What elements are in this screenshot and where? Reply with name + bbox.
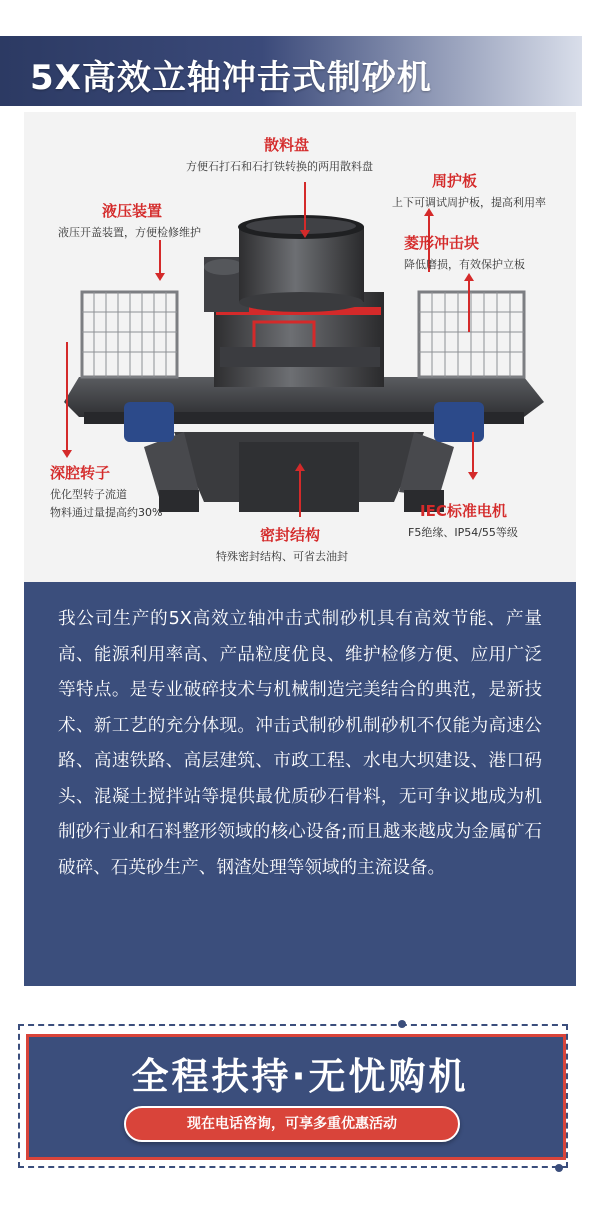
callout-impact-block <box>404 232 525 273</box>
cta-dot <box>398 1020 406 1028</box>
title-banner <box>0 36 582 106</box>
callout-desc-1: 优化型转子流道 <box>50 488 127 501</box>
callout-sanliaopan <box>186 134 373 175</box>
arrow-head <box>468 472 478 480</box>
arrow-head <box>464 273 474 281</box>
callout-title: 密封结构 <box>260 526 321 544</box>
callout-desc: 方便石打石和石打铁转换的两用散料盘 <box>186 160 373 173</box>
callout-desc-2: 物料通过量提高约30% <box>50 506 163 519</box>
cta-title: 全程扶持·无忧购机 <box>131 1055 469 1098</box>
cta-dot <box>555 1164 563 1172</box>
arrow-head <box>300 230 310 238</box>
arrow-head <box>295 463 305 471</box>
callout-desc: 特殊密封结构、可省去油封 <box>216 550 348 563</box>
arrow-head <box>62 450 72 458</box>
callout-zhouhuban <box>392 170 546 211</box>
description-text: 我公司生产的5X高效立轴冲击式制砂机具有高效节能、产量高、能源利用率高、产品粒度优良、维护检修方便、应用广泛等特点。是专业破碎技术与机械制造完美结合的典范，是新技术、新工艺的充分体现。冲击式制砂机制砂机不仅能为高速公路、高速铁路、高层建筑、市政工程、水电大坝建设、港口码头、混凝土搅拌站等提供最优质砂石骨料，无可争议地成为机制砂行业和石料整形领域的核心设备;而且越来越成为金属矿石破碎、石英砂生产、钢渣处理等领域的主流设备。 <box>58 609 542 878</box>
callout-desc: F5绝缘、IP54/55等级 <box>408 526 518 539</box>
phone-consult-button[interactable]: 现在电话咨询，可享多重优惠活动 <box>124 1106 460 1142</box>
arrow-sanliaopan <box>304 182 306 232</box>
callout-title: IEC标准电机 <box>420 502 507 520</box>
arrow-seal <box>299 467 301 517</box>
callout-desc: 降低磨损，有效保护立板 <box>404 258 525 271</box>
callout-seal <box>216 524 348 565</box>
callout-title: 周护板 <box>432 172 478 190</box>
arrow-rotor <box>66 342 68 452</box>
callout-title: 散料盘 <box>264 136 310 154</box>
callout-motor <box>408 500 518 541</box>
arrow-impact-block <box>468 277 470 332</box>
machine-diagram <box>24 112 576 582</box>
callout-title: 液压装置 <box>102 202 163 220</box>
page-title: 5X高效立轴冲击式制砂机 <box>30 58 432 98</box>
arrow-head <box>155 273 165 281</box>
callout-hydraulic <box>58 200 201 241</box>
callout-rotor <box>50 462 162 521</box>
callout-title: 菱形冲击块 <box>404 234 480 252</box>
description-panel <box>24 582 576 986</box>
arrow-motor <box>472 432 474 474</box>
callout-desc: 上下可调试周护板，提高利用率 <box>392 196 546 209</box>
callout-desc: 液压开盖装置，方便检修维护 <box>58 226 201 239</box>
callout-title: 深腔转子 <box>50 464 111 482</box>
arrow-hydraulic <box>159 240 161 275</box>
